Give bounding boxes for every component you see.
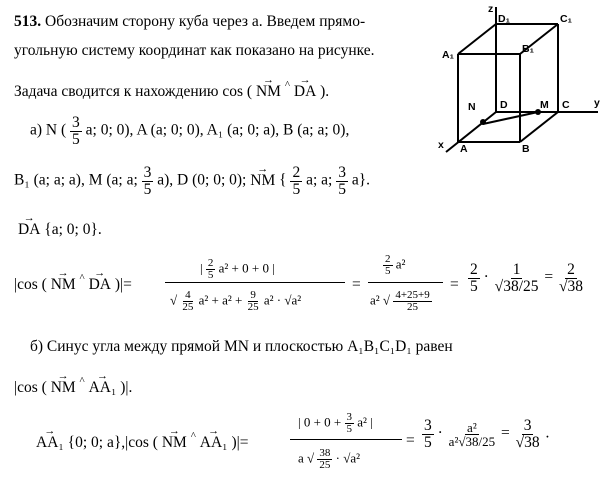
cos-a-num2: $\frac{2}{5}$ a² [385,253,406,277]
svg-text:C₁: C₁ [560,13,572,25]
problem-intro-line1: 513. Обозначим сторону куба через a. Введем прямо- [14,13,366,30]
svg-text:N: N [468,101,476,113]
task-line: Задача сводится к нахождению cos ( → NM ^ → DA ). [14,74,330,100]
svg-text:B: B [522,143,530,154]
svg-text:y: y [594,97,600,109]
label-z: z [488,3,494,15]
part-a-line1: а) N ( $\frac{3}{5}$ a; 0; 0), A (a; 0; 0), A₁ (a; 0; a), B (a; a; 0), [30,114,350,148]
svg-text:B₁: B₁ [522,43,534,55]
svg-text:A₁: A₁ [442,49,454,61]
svg-text:D₁: D₁ [498,13,510,25]
part-b-line1: б) Синус угла между прямой MN и плоскостью A₁B₁C₁D₁ равен [30,338,453,355]
cos-a-denominator: √ $\frac{4}{25}$ a² + a² + $\frac{9}{25}$ a² · √a² [170,289,302,313]
vector-da-line: → DA {a; 0; 0}. [18,212,102,238]
svg-text:C: C [562,99,570,111]
last-denominator: a √ $\frac{38}{25}$ · √a² [298,447,361,471]
last-result: $\frac{3}{5}$ · $\frac{\text{a²}}{\text{a²√38/25}}$ = $\frac{3}{√38}$ . [424,417,550,451]
cos-a-den2: a² √ $\frac{4+25+9}{25}$ [370,289,430,313]
part-a-line2: B₁ (a; a; a), M (a; a; $\frac{3}{5}$ a), D (0; 0; 0); → NM { $\frac{2}{5}$ a; a; $\frac{3}{5}$ a}. [14,162,371,198]
fraction-bar [165,282,345,283]
cos-formula-a: |cos ( → NM ^ → DA )|= [14,267,132,293]
cos-a-result1: $\frac{2}{5}$ · $\frac{1}{√38/25}$ = $\frac{2}{√38}$ [470,261,584,295]
problem-number: 513. [14,13,42,30]
svg-text:M: M [540,99,549,111]
svg-text:x: x [438,139,444,151]
cube-figure [438,2,610,154]
vector-nm: → NM [255,74,281,100]
cos-a-numerator: | $\frac{2}{5}$ a² + 0 + 0 | [200,257,275,281]
vector-da: → DA [293,74,317,100]
last-numerator: | 0 + 0 + $\frac{3}{5}$ a² | [298,411,373,435]
svg-text:A: A [460,143,468,154]
last-formula: → AA₁ {0; 0; a},|cos ( → NM ^ → AA₁ )|= [36,425,249,451]
part-b-line2: |cos ( → NM ^ → AA₁ )|. [14,370,133,396]
svg-text:D: D [500,99,508,111]
problem-intro-line2: угольную систему координат как показано на рисунке. [14,42,375,59]
